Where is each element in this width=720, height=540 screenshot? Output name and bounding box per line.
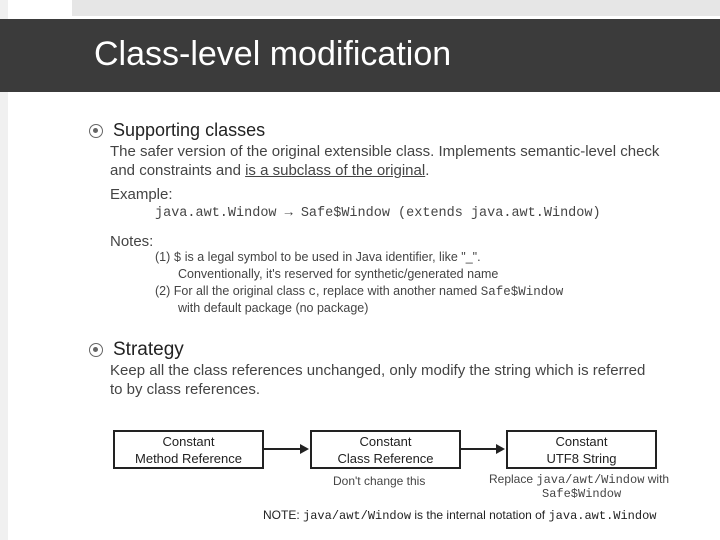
- footnote: NOTE: java/awt/Window is the internal notation of java.awt.Window: [263, 508, 657, 523]
- arrow-line: [264, 448, 301, 450]
- example-code: java.awt.Window → Safe$Window (extends java.awt.Window): [155, 206, 601, 221]
- caption-replace-target: Safe$Window: [542, 487, 622, 501]
- caption-replace: Replace java/awt/Window with: [489, 472, 670, 487]
- arrow-line: [461, 448, 497, 450]
- arrow-head-icon: [496, 444, 505, 454]
- body-line: The safer version of the original extensible class. Implements semantic-level check: [110, 143, 660, 160]
- bullet-strategy: [89, 339, 184, 361]
- arrow-head-icon: [300, 444, 309, 454]
- note-line: (1) $ is a legal symbol to be used in Java identifier, like "_".: [155, 250, 481, 265]
- note-line: with default package (no package): [178, 301, 369, 315]
- caption-dont-change: Don't change this: [333, 474, 426, 488]
- body-line: to by class references.: [110, 381, 261, 398]
- note-line: Conventionally, it's reserved for synthetic/generated name: [178, 267, 499, 281]
- class-reference-box: Constant Class Reference: [310, 430, 461, 469]
- underlined-text: is a subclass of the original: [245, 162, 426, 179]
- top-accent-bar: [72, 0, 720, 16]
- notes-label: Notes:: [110, 233, 154, 250]
- example-label: Example:: [110, 186, 173, 203]
- body-line: and constraints and is a subclass of the original.: [110, 162, 430, 179]
- bullet-supporting-classes: [89, 120, 265, 141]
- body-line: Keep all the class references unchanged, only modify the string which is referred: [110, 362, 646, 379]
- utf8-string-box: Constant UTF8 String: [506, 430, 657, 469]
- circle-bullet-icon: [89, 124, 103, 138]
- bullet-heading: Strategy: [113, 339, 184, 360]
- method-reference-box: Constant Method Reference: [113, 430, 264, 469]
- circle-bullet-icon: [89, 343, 103, 357]
- bullet-heading: Supporting classes: [113, 120, 266, 140]
- slide-title: Class-level modification: [94, 35, 452, 73]
- note-line: (2) For all the original class c, replace with another named Safe$Window: [155, 284, 564, 299]
